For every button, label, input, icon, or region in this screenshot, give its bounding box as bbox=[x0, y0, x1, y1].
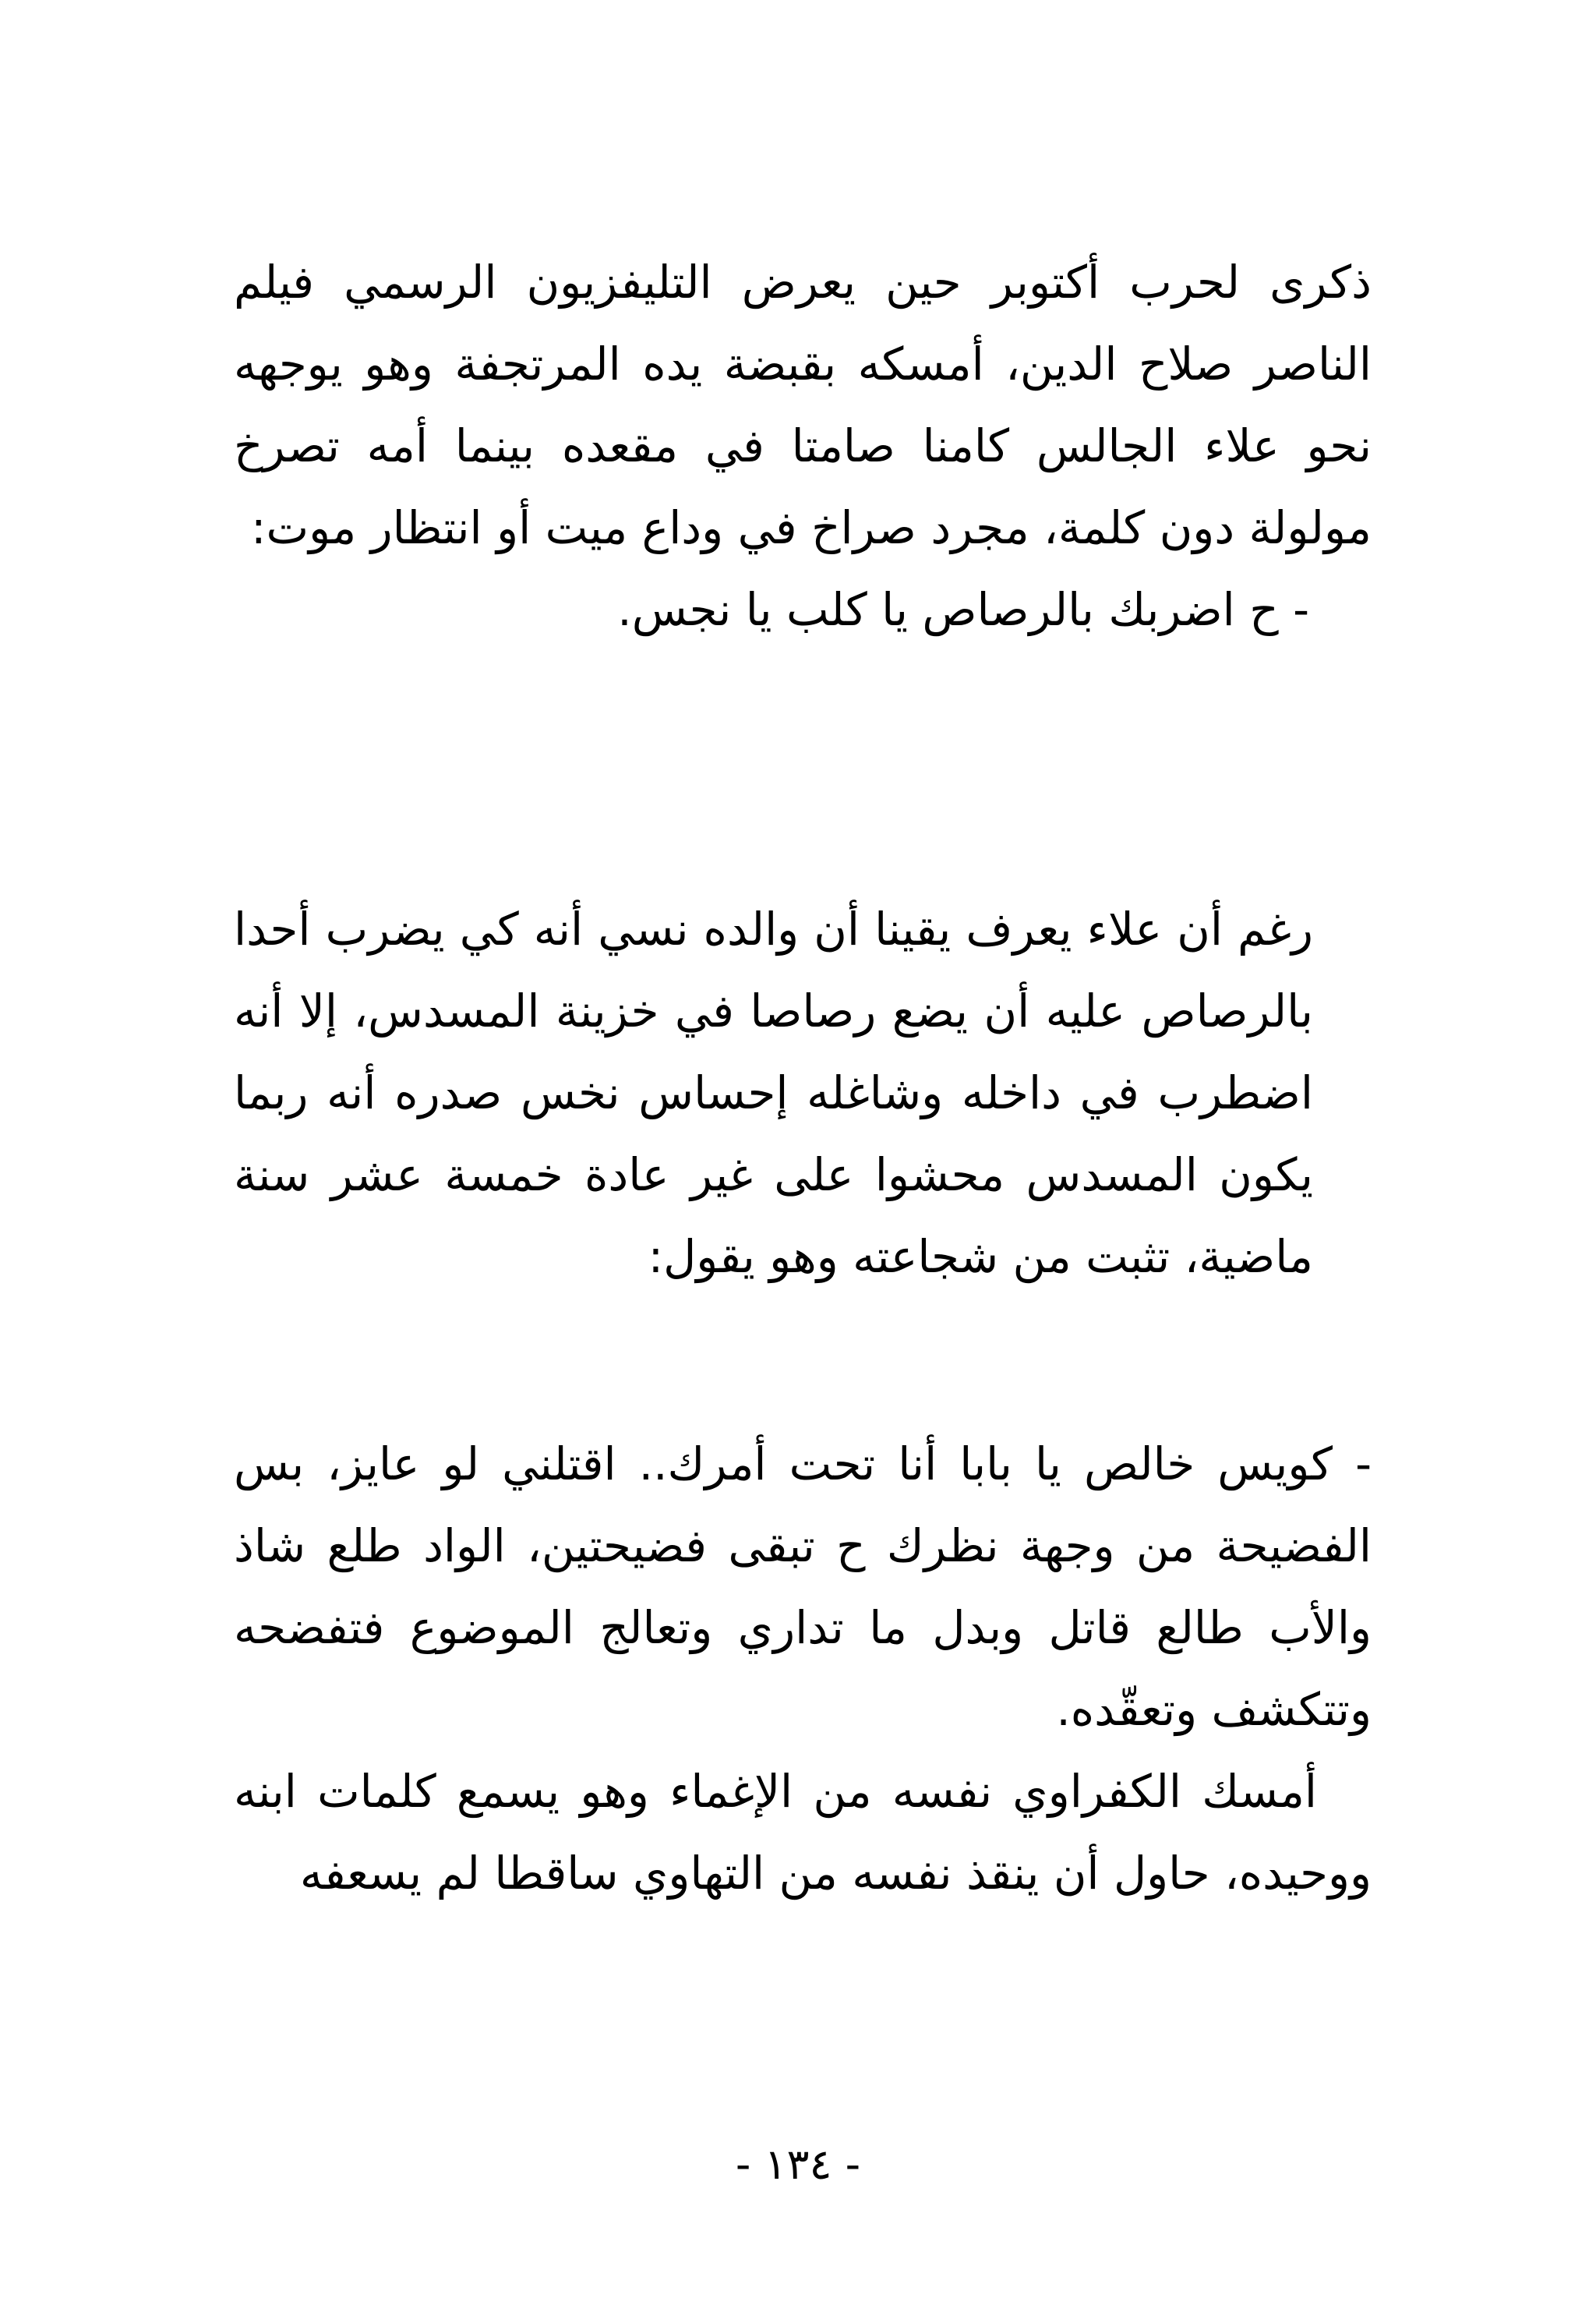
page-number: - ١٣٤ - bbox=[735, 2140, 861, 2189]
text-block-top bbox=[234, 242, 1372, 651]
paragraph-opening: ذكرى لحرب أكتوبر حين يعرض التليفزيون الرسمي فيلم الناصر صلاح الدين، أمسكه بقبضة يده المرتجفة وهو يوجهه نحو علاء الجالس كامنا صامتا في مقعده بينما أمه تصرخ مولولة دون كلمة، مجرد صراخ في وداع ميت أو انتظار موت: bbox=[234, 256, 1372, 554]
paragraph-alaa-reaction: رغم أن علاء يعرف يقينا أن والده نسي أنه كي يضرب أحدا بالرصاص عليه أن يضع رصاصا في خزينة المسدس، إلا أنه اضطرب في داخله وشاغله إحساس نخس صدره أنه ربما يكون المسدس محشوا على غير عادة خمسة عشر سنة ماضية، تثبت من شجاعته وهو يقول: bbox=[234, 903, 1313, 1283]
text-block-middle bbox=[234, 889, 1313, 1298]
dialogue-line-threat: - ح اضربك بالرصاص يا كلب يا نجس. bbox=[617, 583, 1309, 636]
text-block-bottom bbox=[234, 1423, 1372, 1914]
paragraph-kafrawi: أمسك الكفراوي نفسه من الإغماء وهو يسمع كلمات ابنه ووحيده، حاول أن ينقذ نفسه من التهاوي ساقطا لم يسعفه bbox=[234, 1765, 1372, 1900]
dialogue-line-reply: - كويس خالص يا بابا أنا تحت أمرك.. اقتلني لو عايز، بس الفضيحة من وجهة نظرك ح تبقى فضيحتين، الواد طلع شاذ والأب طالع قاتل وبدل ما تداري وتعالج الموضوع فتفضحه وتتكشف وتعقّده. bbox=[234, 1437, 1372, 1736]
